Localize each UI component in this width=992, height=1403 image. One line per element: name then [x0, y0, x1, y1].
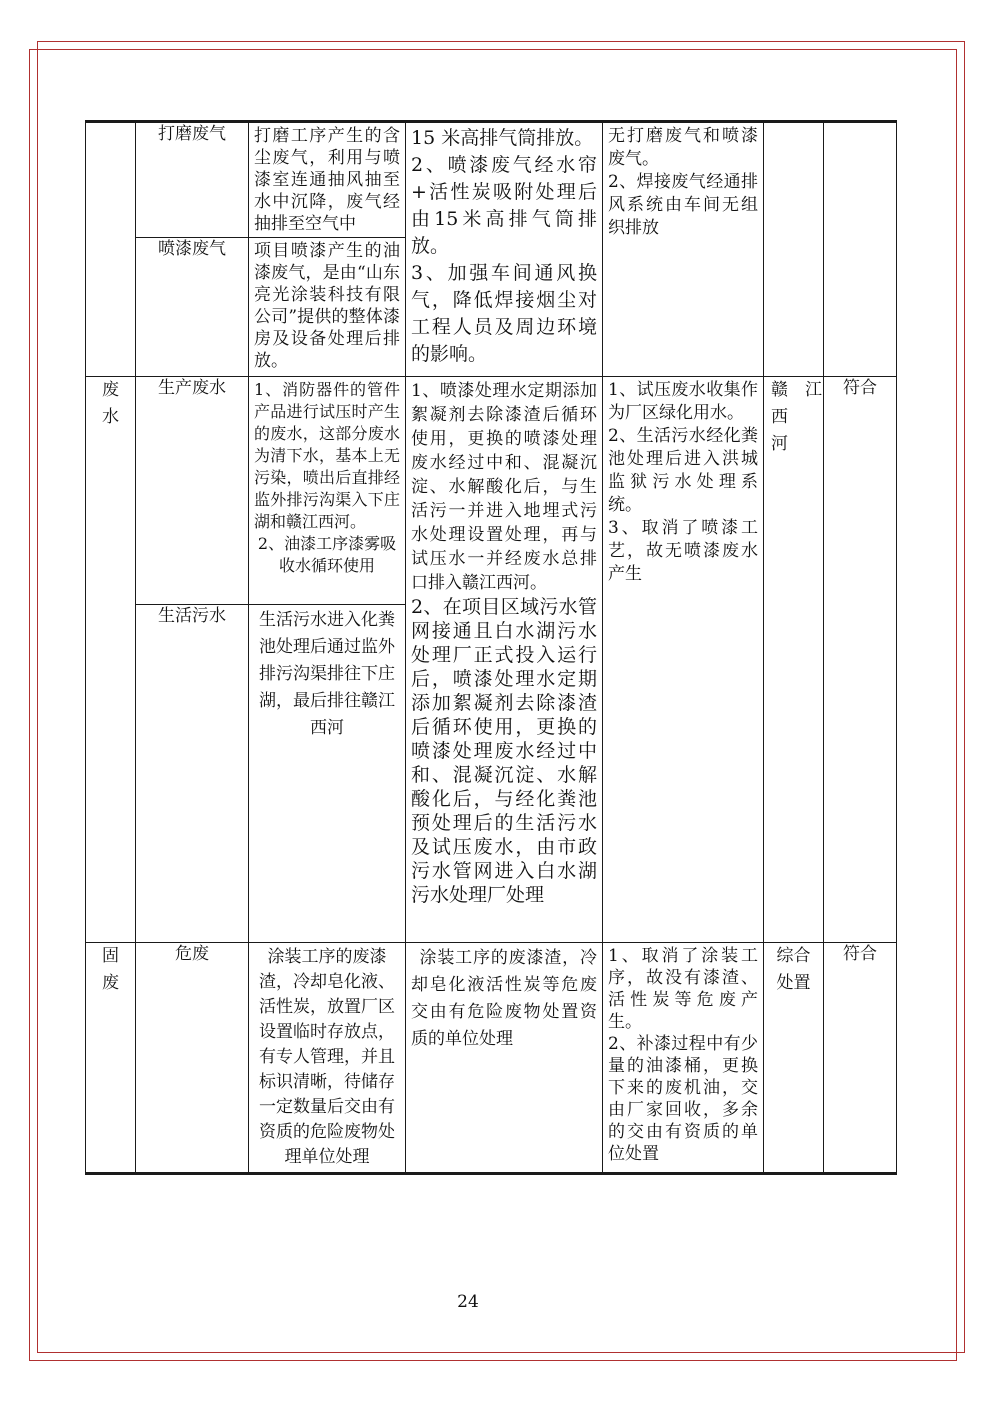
paragraph: 1、喷漆处理水定期添加絮凝剂去除漆渣后循环使用，更换的喷漆处理废水经过中和、混凝沉淀、水解酸化后，与生活污一并进入地埋式污水处理设置处理，再与试压水一并经废水总排口排入赣江西河。: [411, 381, 597, 593]
cell-wastewater-measures: [406, 377, 603, 943]
destination-line: 河: [771, 434, 788, 454]
paragraph: 无打磨废气和喷漆废气。: [608, 126, 758, 169]
paragraph: 2、在项目区域污水管网接通且白水湖污水处理厂正式投入运行后，喷漆处理水定期添加絮凝剂去除漆渣后循环使用，更换的喷漆处理废水经过中和、混凝沉淀、水解酸化后，与经化粪池预处理后的生活污水及试压废水，由市政污水管网进入白水湖污水处理厂处理: [411, 596, 597, 906]
cell-gas-compliance-empty: [824, 122, 897, 377]
paragraph: 生活污水进入化粪池处理后通过监外排污沟渠排往下庄湖，最后排往赣江西河: [259, 610, 395, 738]
compliance-status: 符合: [843, 378, 877, 398]
cell-wastewater-compliance: [824, 377, 897, 943]
destination-line: 综合: [776, 946, 811, 966]
pollutant-treatment-table: [85, 120, 897, 1175]
cell-desc-grinding-gas: [249, 122, 406, 238]
compliance-status: 符合: [843, 944, 877, 964]
cell-gas-destination-empty: [764, 122, 824, 377]
paragraph: 涂装工序的废漆渣，冷却皂化液活性炭等危废交由有危险废物处置资质的单位处理: [411, 948, 597, 1049]
paragraph: 涂装工序的废漆渣，冷却皂化液、活性炭，放置厂区设置临时存放点，有专人管理，并且标识清晰，待储存一定数量后交由有资质的危险废物处理单位处理: [259, 947, 395, 1167]
paragraph: 项目喷漆产生的油漆废气，是由“山东亮光涂装科技有限公司”提供的整体漆房及设备处理后排放。: [254, 241, 400, 371]
paragraph: 打磨工序产生的含尘废气，利用与喷漆室连通抽风抽至水中沉降，废气经抽排至空气中: [254, 126, 400, 234]
cell-category-solid-waste: [86, 943, 136, 1174]
pollutant-label: 生产废水: [158, 378, 226, 398]
cell-desc-production-wastewater: [249, 377, 406, 605]
page-number: 24: [457, 1292, 479, 1312]
category-char: 废: [102, 973, 119, 993]
cell-category-wastewater: [86, 377, 136, 943]
category-char: 水: [102, 407, 119, 427]
category-char: 废: [102, 380, 119, 400]
cell-desc-hazardous-waste: [249, 943, 406, 1174]
destination-line: 西: [771, 407, 788, 427]
cell-pollutant-grinding-gas: [136, 122, 249, 238]
cell-solid-waste-actual: [603, 943, 764, 1174]
destination-line: 处置: [776, 973, 811, 993]
destination-line: 赣 江: [771, 380, 822, 400]
cell-wastewater-destination: [764, 377, 824, 943]
category-char: 固: [102, 946, 119, 966]
paragraph: 2、生活污水经化粪池处理后进入洪城监狱污水处理系统。: [608, 426, 758, 515]
cell-wastewater-actual: [603, 377, 764, 943]
cell-solid-waste-measures: [406, 943, 603, 1174]
cell-pollutant-paint-gas: [136, 238, 249, 377]
paragraph: 2、喷漆废气经水帘+活性炭吸附处理后由15米高排气筒排放。: [411, 154, 597, 257]
cell-pollutant-domestic-sewage: [136, 605, 249, 943]
cell-gas-measures: [406, 122, 603, 377]
cell-gas-actual: [603, 122, 764, 377]
paragraph: 1、消防器件的管件产品进行试压时产生的废水，这部分废水为清下水，基本上无污染，喷出后直排经监外排污沟渠入下庄湖和赣江西河。: [254, 380, 400, 531]
paragraph: 1、取消了涂装工序，故没有漆渣、活性炭等危废产生。: [608, 946, 758, 1032]
cell-desc-domestic-sewage: [249, 605, 406, 943]
paragraph: 3、取消了喷漆工艺，故无喷漆废水产生: [608, 518, 758, 584]
cell-desc-paint-gas: [249, 238, 406, 377]
paragraph: 2、油漆工序漆雾吸收水循环使用: [257, 534, 397, 575]
paragraph: 3、加强车间通风换气，降低焊接烟尘对工程人员及周边环境的影响。: [411, 262, 597, 365]
cell-pollutant-hazardous-waste: [136, 943, 249, 1174]
pollutant-label: 喷漆废气: [158, 239, 226, 259]
cell-category-gas-empty: [86, 122, 136, 377]
cell-solid-waste-destination: [764, 943, 824, 1174]
paragraph: 2、补漆过程中有少量的油漆桶，更换下来的废机油，交由厂家回收，多余的交由有资质的单位处置: [608, 1034, 758, 1164]
pollutant-label: 生活污水: [158, 606, 226, 626]
cell-pollutant-production-wastewater: [136, 377, 249, 605]
cell-solid-waste-compliance: [824, 943, 897, 1174]
paragraph: 1、试压废水收集作为厂区绿化用水。: [608, 380, 758, 423]
pollutant-label: 打磨废气: [158, 124, 226, 144]
paragraph: 15 米高排气筒排放。: [411, 127, 594, 149]
paragraph: 2、焊接废气经通排风系统由车间无组织排放: [608, 172, 758, 238]
pollutant-label: 危废: [175, 944, 209, 964]
